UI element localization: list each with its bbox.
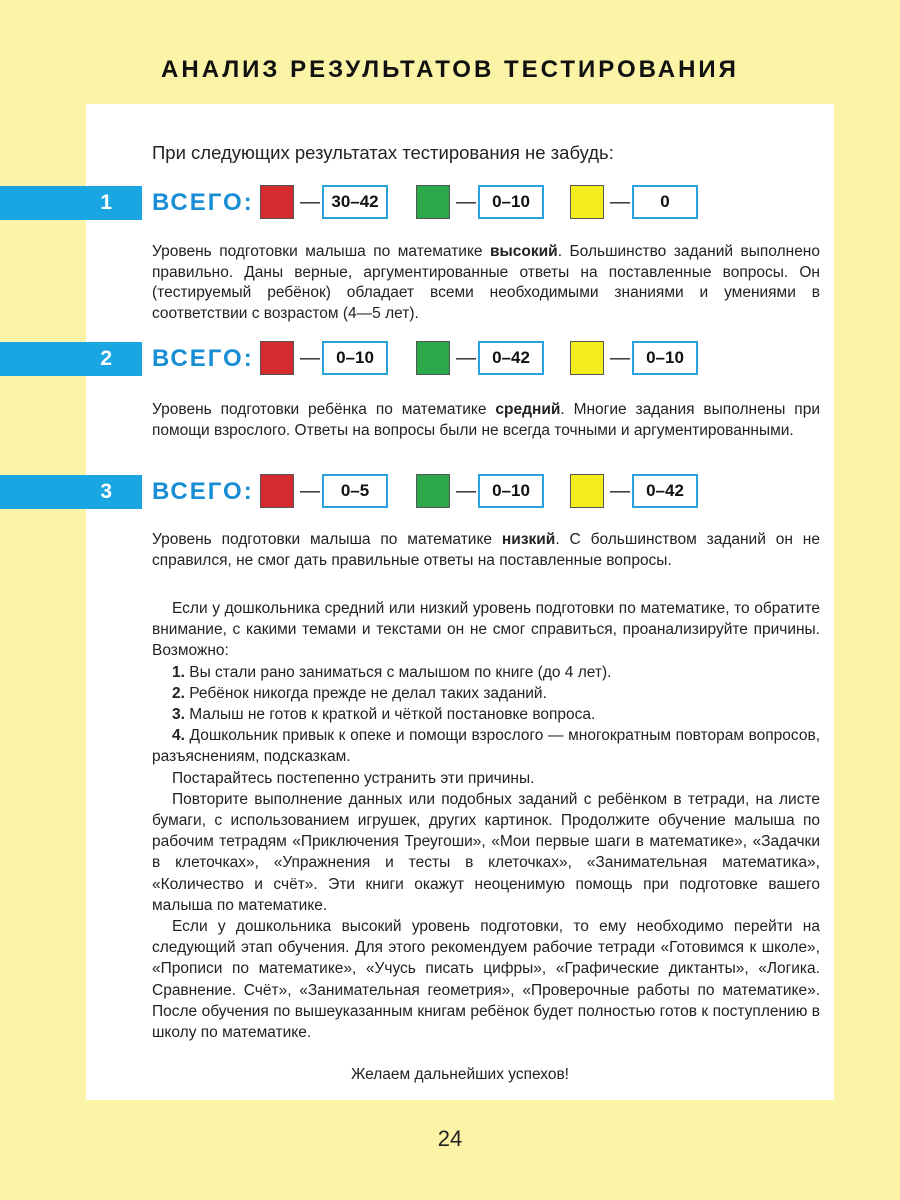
- dash: —: [300, 480, 320, 502]
- reason-item: 2. Ребёнок никогда прежде не делал таких заданий.: [172, 684, 547, 702]
- page-number: 24: [437, 1126, 463, 1151]
- advice-text: [152, 598, 820, 1043]
- total-label: ВСЕГО:: [152, 189, 254, 216]
- dash: —: [610, 480, 630, 502]
- yellow-score-box: 0–42: [632, 474, 698, 508]
- level-2-description: Уровень подготовки ребёнка по математике средний. Многие задания выполнены при помощи взрослого. Ответы на вопросы были не всегда точными и аргументированными.: [152, 401, 820, 439]
- advice-paragraph: Повторите выполнение данных или подобных заданий с ребёнком в тетради, на листе бумаги, с использованием игрушек, других картинок. Продолжите обучение малыша по рабочим тетрадям «Приключения Треугоши», «Мои первые шаги в математике», «Задачки в клеточках», «Упражнения и тесты в клеточках», «Занимательная математика», «Количество и счёт». Эти книги окажут неоценимую помощь при подготовке вашего малыша по математике.: [152, 790, 820, 914]
- level-1-number-band: 1: [0, 186, 142, 220]
- dash: —: [610, 347, 630, 369]
- red-square: [260, 185, 294, 219]
- red-square: [260, 341, 294, 375]
- yellow-score-box: 0–10: [632, 341, 698, 375]
- reason-item: 4. Дошкольник привык к опеке и помощи взрослого — многократным повторам вопросов, разъяснениям, подсказкам.: [152, 727, 820, 766]
- intro-text: При следующих результатах тестирования не забудь:: [152, 142, 614, 163]
- green-square: [416, 185, 450, 219]
- page-title: АНАЛИЗ РЕЗУЛЬТАТОВ ТЕСТИРОВАНИЯ: [161, 56, 739, 83]
- green-square: [416, 341, 450, 375]
- red-score-box: 30–42: [322, 185, 388, 219]
- advice-paragraph: Если у дошкольника средний или низкий уровень подготовки по математике, то обратите внимание, с какими темами и текстами он не смог справиться, проанализируйте причины. Возможно:: [152, 600, 820, 660]
- dash: —: [300, 347, 320, 369]
- reason-item: 1. Вы стали рано заниматься с малышом по книге (до 4 лет).: [172, 663, 612, 681]
- total-label: ВСЕГО:: [152, 478, 254, 505]
- level-1-description: Уровень подготовки малыша по математике высокий. Большинство заданий выполнено правильно. Даны верные, аргументированные ответы на поставленные вопросы. Он (тестируемый ребёнок) обладает всеми необходимыми знаниями и умениями в соответствии с возрастом (4—5 лет).: [152, 243, 820, 322]
- dash: —: [456, 347, 476, 369]
- level-2-number-band: 2: [0, 342, 142, 376]
- yellow-square: [570, 341, 604, 375]
- red-score-box: 0–10: [322, 341, 388, 375]
- level-3-description: Уровень подготовки малыша по математике низкий. С большинством заданий он не справился, не смог дать правильные ответы на поставленные вопросы.: [152, 531, 820, 569]
- green-score-box: 0–42: [478, 341, 544, 375]
- green-square: [416, 474, 450, 508]
- dash: —: [456, 191, 476, 213]
- yellow-square: [570, 474, 604, 508]
- red-score-box: 0–5: [322, 474, 388, 508]
- dash: —: [300, 191, 320, 213]
- total-label: ВСЕГО:: [152, 345, 254, 372]
- level-3-number-band: 3: [0, 475, 142, 509]
- closing-text: Желаем дальнейших успехов!: [351, 1066, 569, 1083]
- advice-paragraph: Постарайтесь постепенно устранить эти причины.: [172, 769, 535, 787]
- dash: —: [456, 480, 476, 502]
- green-score-box: 0–10: [478, 185, 544, 219]
- red-square: [260, 474, 294, 508]
- yellow-score-box: 0: [632, 185, 698, 219]
- advice-paragraph: Если у дошкольника высокий уровень подготовки, то ему необходимо перейти на следующий этап обучения. Для этого рекомендуем рабочие тетради «Готовимся к школе», «Прописи по математике», «Учусь писать цифры», «Графические диктанты», «Логика. Сравнение. Счёт», «Занимательная геометрия», «Проверочные работы по математике». После обучения по вышеуказанным книгам ребёнок будет полностью готов к поступлению в школу по математике.: [152, 918, 820, 1042]
- dash: —: [610, 191, 630, 213]
- yellow-square: [570, 185, 604, 219]
- green-score-box: 0–10: [478, 474, 544, 508]
- reason-item: 3. Малыш не готов к краткой и чёткой постановке вопроса.: [172, 706, 596, 724]
